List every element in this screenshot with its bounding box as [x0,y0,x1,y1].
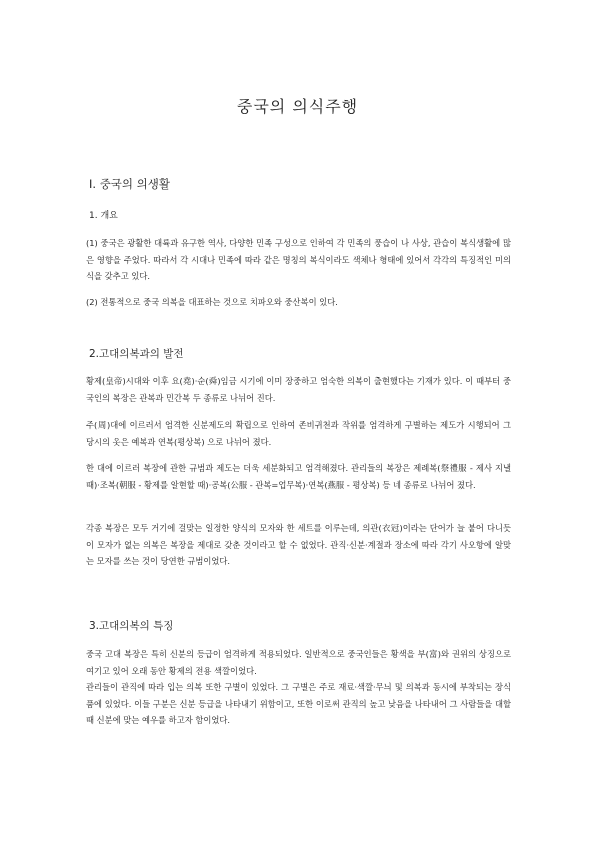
paragraph: 한 대에 이르러 복장에 관한 규범과 제도는 더욱 세분화되고 엄격해졌다. 관리들의 복장은 제례복(祭禮服 - 제사 지낼 때)·조복(朝服 - 황제를 알현할 때)·공복(公服 - 관복=업무복)·연복(燕服 - 평상복) 등 네 종류로 나뉘어 졌다. [86,463,511,490]
paragraph: 각종 복장은 모두 거기에 걸맞는 일정한 양식의 모자와 한 세트를 이루는데, 의관(衣冠)이라는 단어가 늘 붙어 다니듯이 모자가 없는 의복은 복장을 제대로 갖춘 것이라고 할 수 없었다. 관직·신분·계절과 장소에 따라 각기 사오항에 알맞는 모자를 쓰는 것이 당연한 규범이었다. [86,523,511,566]
section-heading: Ⅰ. 중국의 의생활 [89,177,171,191]
subsection-heading-overview: 1. 개요 [89,211,118,221]
paragraph: (1) 중국은 광활한 대륙과 유구한 역사, 다양한 민족 구성으로 인하여 각 민족의 풍습이 나 사상, 관습이 복식생활에 많은 영향을 주었다. 따라서 각 시대나 민족에 따라 같은 명칭의 복식이라도 색체나 형태에 있어서 각각의 특징적인 미의식을 갖추고 있다. [86,238,511,281]
document-title: 중국의 의식주행 [236,97,359,116]
paragraph: 황제(皇帝)시대와 이후 요(堯)·순(舜)임금 시기에 이미 장중하고 엄숙한 의복이 출현했다는 기재가 있다. 이 때부터 중국인의 복장은 관복과 민간복 두 종류로 나뉘어 진다. [86,376,511,403]
paragraph: 주(周)대에 이르러서 엄격한 신분제도의 확립으로 인하여 존비귀천과 작위를 엄격하게 구별하는 제도가 시행되어 그 당시의 옷은 예복과 연복(평상복) 으로 나뉘어 졌다. [86,420,511,447]
paragraph: (2) 전통적으로 중국 의복을 대표하는 것으로 치파오와 중산복이 있다. [86,297,338,307]
paragraph: 관리들이 관직에 따라 입는 의복 또한 구별이 있었다. 그 구별은 주로 재료·색깔·무늬 및 의복과 동시에 부착되는 장식품에 있었다. 이들 구분은 신분 등급을 나타내기 위함이고, 또한 이로써 관직의 높고 낮음을 나타내어 그 사람들을 대할 때 신분에 맞는 예우를 하고자 함이었다. [86,682,511,725]
subsection-heading-features: 3.고대의복의 특징 [89,620,174,632]
paragraph: 중국 고대 복장은 특히 신분의 등급이 엄격하게 적용되었다. 일반적으로 중국인들은 황색을 부(富)와 권위의 상징으로 여기고 있어 오래 동안 황제의 전용 색깔이었다. [86,649,511,676]
subsection-heading-development: 2.고대의복과의 발전 [89,348,184,360]
